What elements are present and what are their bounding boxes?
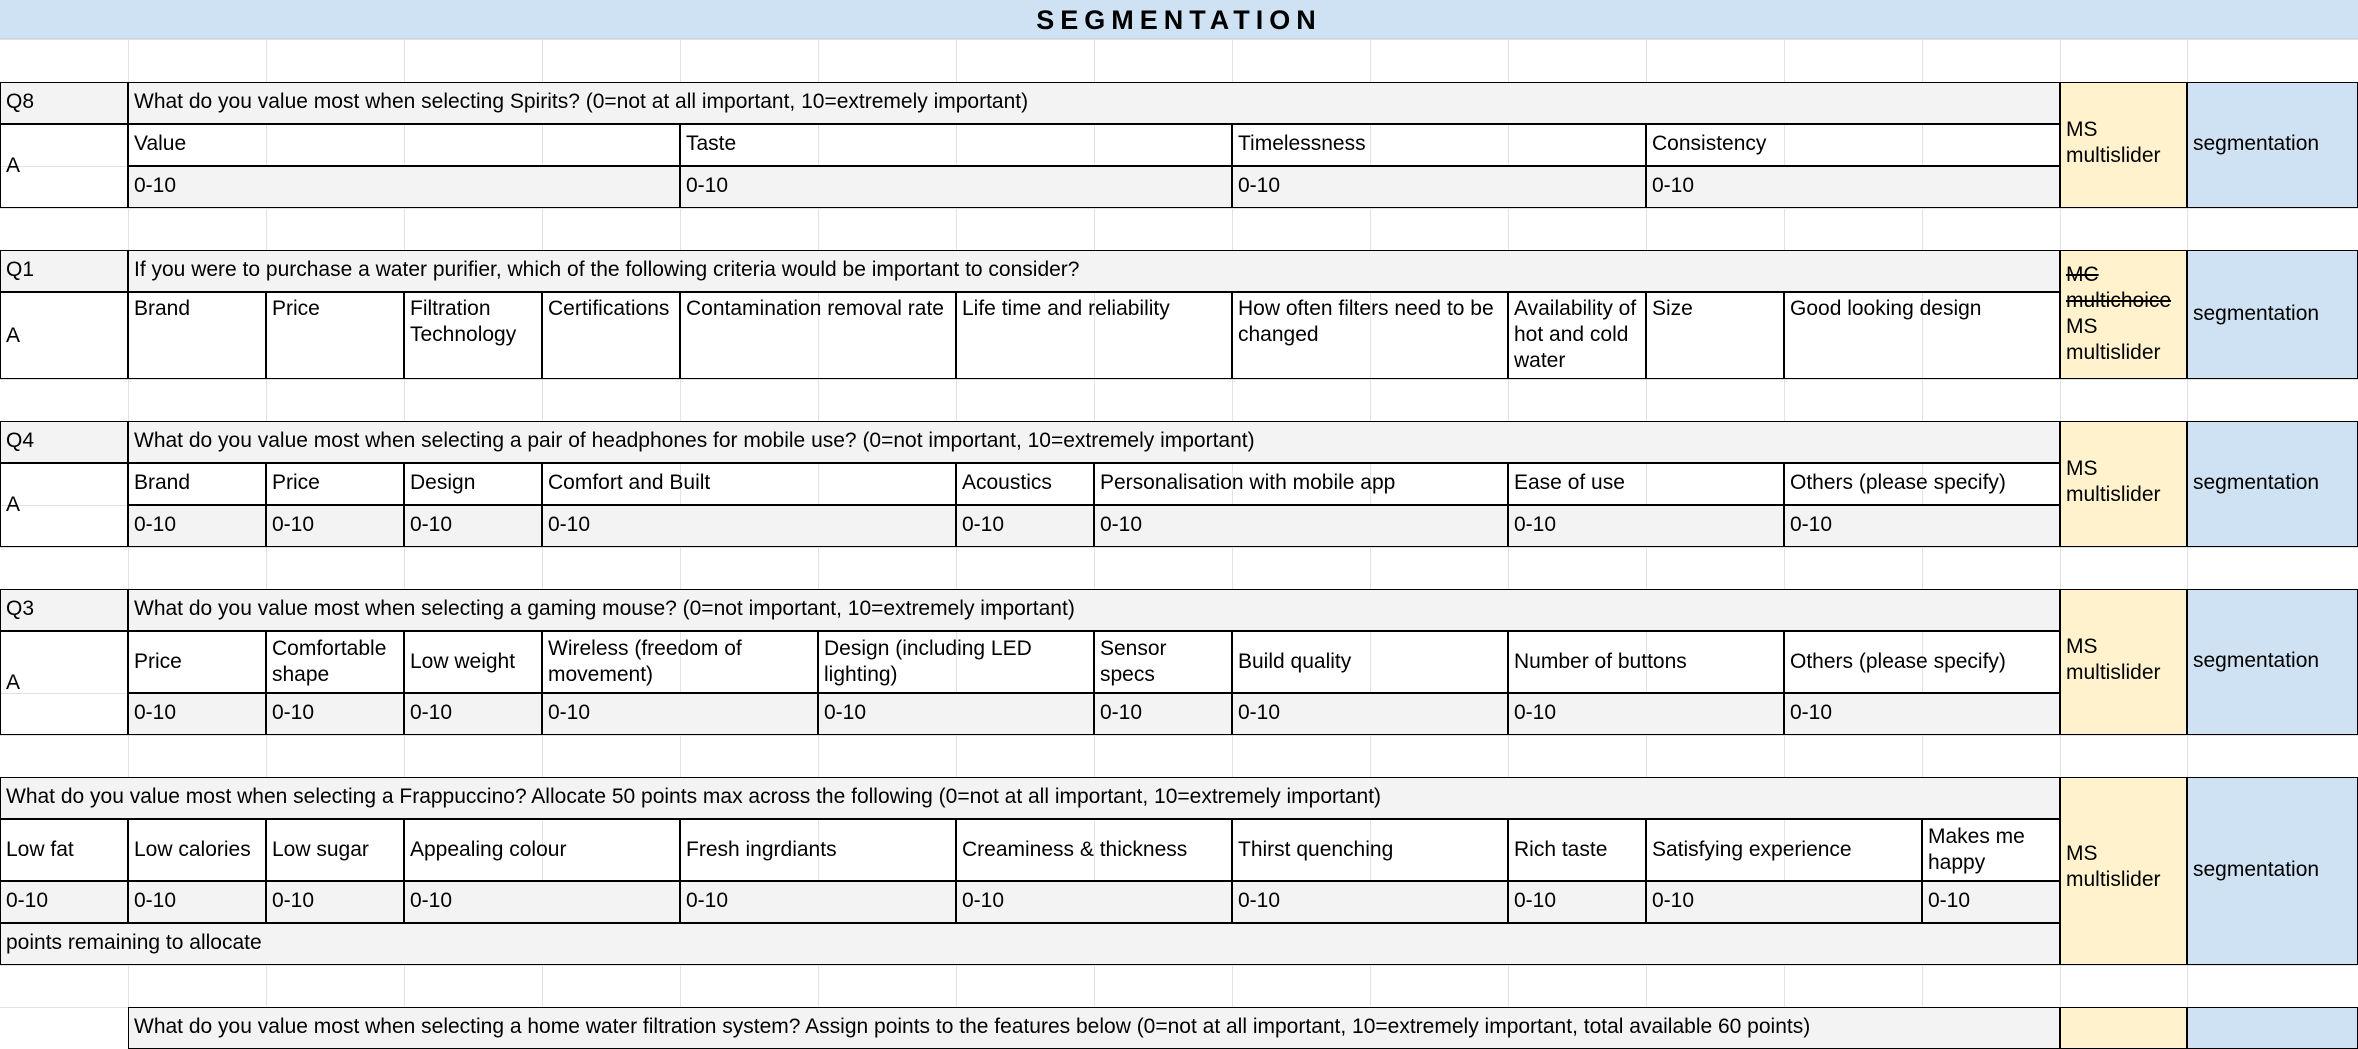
value-cell[interactable]: 0-10 xyxy=(404,693,542,735)
value-cell[interactable]: 0-10 xyxy=(1232,693,1508,735)
option-cell[interactable]: Number of buttons xyxy=(1508,631,1784,693)
option-cell[interactable]: Taste xyxy=(680,124,1232,166)
value-cell[interactable]: 0-10 xyxy=(1784,505,2060,547)
value-cell[interactable]: 0-10 xyxy=(404,505,542,547)
question-text-cell[interactable]: What do you value most when selecting Spirits? (0=not at all important, 10=extremely important) xyxy=(128,82,2060,124)
question-type-cell[interactable] xyxy=(2060,82,2187,208)
category-cell[interactable]: segmentation xyxy=(2187,421,2358,547)
question-text-cell[interactable]: What do you value most when selecting a gaming mouse? (0=not important, 10=extremely important) xyxy=(128,589,2060,631)
option-cell[interactable]: Price xyxy=(266,463,404,505)
option-cell[interactable]: Sensor specs xyxy=(1094,631,1232,693)
option-cell[interactable]: Personalisation with mobile app xyxy=(1094,463,1508,505)
value-cell[interactable]: 0-10 xyxy=(1508,693,1784,735)
points-remaining-cell[interactable]: points remaining to allocate xyxy=(0,923,2060,965)
option-cell[interactable]: Size xyxy=(1646,292,1784,379)
question-id-cell[interactable]: Q3 xyxy=(0,589,128,631)
option-cell[interactable]: Others (please specify) xyxy=(1784,631,2060,693)
type-label: MS multislider xyxy=(2066,842,2161,891)
option-cell[interactable]: Ease of use xyxy=(1508,463,1784,505)
category-cell[interactable]: segmentation xyxy=(2187,777,2358,965)
option-cell[interactable]: Low fat xyxy=(0,819,128,881)
option-cell[interactable]: Timelessness xyxy=(1232,124,1646,166)
question-type-cell[interactable] xyxy=(2060,1007,2187,1049)
value-cell[interactable]: 0-10 xyxy=(128,693,266,735)
option-cell[interactable]: Certifications xyxy=(542,292,680,379)
value-cell[interactable]: 0-10 xyxy=(680,881,956,923)
option-cell[interactable]: Build quality xyxy=(1232,631,1508,693)
option-cell[interactable]: Creaminess & thickness xyxy=(956,819,1232,881)
question-type-cell[interactable] xyxy=(2060,777,2187,965)
value-cell[interactable]: 0-10 xyxy=(128,505,266,547)
value-cell[interactable]: 0-10 xyxy=(1094,693,1232,735)
value-cell[interactable]: 0-10 xyxy=(1094,505,1508,547)
value-cell[interactable]: 0-10 xyxy=(0,881,128,923)
value-cell[interactable]: 0-10 xyxy=(1508,505,1784,547)
grid-line-horizontal xyxy=(0,208,2358,209)
question-id-cell[interactable]: Q1 xyxy=(0,250,128,292)
value-cell[interactable]: 0-10 xyxy=(542,693,818,735)
option-cell[interactable]: Availability of hot and cold water xyxy=(1508,292,1646,379)
value-cell[interactable]: 0-10 xyxy=(128,881,266,923)
option-cell[interactable]: Contamination removal rate xyxy=(680,292,956,379)
question-text-cell[interactable]: What do you value most when selecting a home water filtration system? Assign points to the features below (0=not at all important, 10=extremely important, total available 60 points) xyxy=(128,1007,2060,1049)
grid-line-horizontal xyxy=(0,735,2358,736)
value-cell[interactable]: 0-10 xyxy=(1232,881,1508,923)
option-cell[interactable]: Consistency xyxy=(1646,124,2060,166)
answer-label-cell[interactable]: A xyxy=(0,463,128,547)
question-type-cell[interactable] xyxy=(2060,250,2187,379)
value-cell[interactable]: 0-10 xyxy=(404,881,680,923)
value-cell[interactable]: 0-10 xyxy=(266,505,404,547)
option-cell[interactable]: Low sugar xyxy=(266,819,404,881)
grid-line-horizontal xyxy=(0,379,2358,380)
option-cell[interactable]: Rich taste xyxy=(1508,819,1646,881)
type-label: MS multislider xyxy=(2066,635,2161,684)
value-cell[interactable]: 0-10 xyxy=(542,505,956,547)
value-cell[interactable]: 0-10 xyxy=(1232,166,1646,208)
option-cell[interactable]: Appealing colour xyxy=(404,819,680,881)
option-cell[interactable]: Thirst quenching xyxy=(1232,819,1508,881)
option-cell[interactable]: Fresh ingrdiants xyxy=(680,819,956,881)
answer-label-cell[interactable]: A xyxy=(0,292,128,379)
value-cell[interactable]: 0-10 xyxy=(1646,881,1922,923)
option-cell[interactable]: Satisfying experience xyxy=(1646,819,1922,881)
category-cell[interactable]: segmentation xyxy=(2187,82,2358,208)
question-text-cell[interactable]: What do you value most when selecting a Frappuccino? Allocate 50 points max across the following (0=not at all important, 10=extremely important) xyxy=(0,777,2060,819)
grid-line-horizontal xyxy=(0,965,2358,966)
option-cell[interactable]: Low weight xyxy=(404,631,542,693)
question-id-cell[interactable]: Q8 xyxy=(0,82,128,124)
option-cell[interactable]: How often filters need to be changed xyxy=(1232,292,1508,379)
option-cell[interactable]: Filtration Technology xyxy=(404,292,542,379)
question-type-cell[interactable] xyxy=(2060,589,2187,735)
category-cell[interactable]: segmentation xyxy=(2187,589,2358,735)
value-cell[interactable]: 0-10 xyxy=(128,166,680,208)
option-cell[interactable]: Design (including LED lighting) xyxy=(818,631,1094,693)
type-label: MS multislider xyxy=(2066,457,2161,506)
struck-type-label: MC multichoice xyxy=(2066,263,2172,312)
type-label: MS multislider xyxy=(2066,118,2161,167)
option-cell[interactable]: Comfort and Built xyxy=(542,463,956,505)
value-cell[interactable]: 0-10 xyxy=(1784,693,2060,735)
value-cell[interactable]: 0-10 xyxy=(956,881,1232,923)
question-id-cell[interactable]: Q4 xyxy=(0,421,128,463)
answer-label-cell[interactable]: A xyxy=(0,631,128,735)
option-cell[interactable]: Value xyxy=(128,124,680,166)
value-cell[interactable]: 0-10 xyxy=(266,881,404,923)
value-cell[interactable]: 0-10 xyxy=(1646,166,2060,208)
value-cell[interactable]: 0-10 xyxy=(956,505,1094,547)
category-cell[interactable] xyxy=(2187,1007,2358,1049)
type-label: MS multislider xyxy=(2066,315,2161,364)
value-cell[interactable]: 0-10 xyxy=(1508,881,1646,923)
option-cell[interactable]: Comfortable shape xyxy=(266,631,404,693)
grid-line-horizontal xyxy=(0,39,2358,40)
option-cell[interactable]: Price xyxy=(266,292,404,379)
question-type-cell[interactable] xyxy=(2060,421,2187,547)
grid-line-horizontal xyxy=(0,547,2358,548)
option-cell[interactable]: Good looking design xyxy=(1784,292,2060,379)
question-text-cell[interactable]: If you were to purchase a water purifier, which of the following criteria would be important to consider? xyxy=(128,250,2060,292)
value-cell[interactable]: 0-10 xyxy=(1922,881,2060,923)
option-cell[interactable]: Brand xyxy=(128,463,266,505)
question-text-cell[interactable]: What do you value most when selecting a pair of headphones for mobile use? (0=not important, 10=extremely important) xyxy=(128,421,2060,463)
option-cell[interactable]: Others (please specify) xyxy=(1784,463,2060,505)
value-cell[interactable]: 0-10 xyxy=(680,166,1232,208)
option-cell[interactable]: Makes me happy xyxy=(1922,819,2060,881)
option-cell[interactable]: Acoustics xyxy=(956,463,1094,505)
option-cell[interactable]: Brand xyxy=(128,292,266,379)
option-cell[interactable]: Wireless (freedom of movement) xyxy=(542,631,818,693)
value-cell[interactable]: 0-10 xyxy=(818,693,1094,735)
option-cell[interactable]: Design xyxy=(404,463,542,505)
sheet-title: SEGMENTATION xyxy=(0,0,2358,39)
option-cell[interactable]: Low calories xyxy=(128,819,266,881)
category-cell[interactable]: segmentation xyxy=(2187,250,2358,379)
option-cell[interactable]: Life time and reliability xyxy=(956,292,1232,379)
answer-label-cell[interactable]: A xyxy=(0,124,128,208)
value-cell[interactable]: 0-10 xyxy=(266,693,404,735)
option-cell[interactable]: Price xyxy=(128,631,266,693)
